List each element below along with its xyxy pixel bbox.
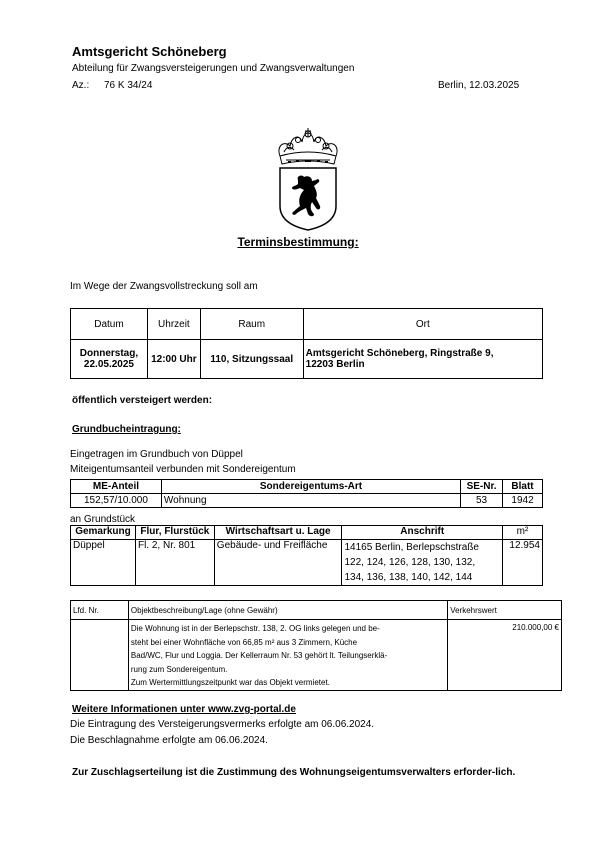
case-number bbox=[72, 80, 152, 91]
wirtschaftsart-value: Gebäude- und Freifläche bbox=[214, 540, 342, 586]
blatt-value: 1942 bbox=[503, 494, 543, 508]
objekt-table bbox=[70, 600, 562, 691]
header-se-nr: SE-Nr. bbox=[461, 480, 503, 494]
termin-ort: Amtsgericht Schöneberg, Ringstraße 9, 12203 Berlin bbox=[303, 340, 542, 379]
header-wirtschaftsart: Wirtschaftsart u. Lage bbox=[214, 526, 342, 540]
case-number-label: Az.: bbox=[72, 80, 90, 91]
versteigert-text: öffentlich versteigert werden: bbox=[72, 395, 213, 406]
termin-raum: 110, Sitzungssaal bbox=[200, 340, 303, 379]
final-note: Zur Zuschlagserteilung ist die Zustimmung des Wohnungseigentumsverwalters erforder-lich. bbox=[72, 767, 516, 778]
document-title: Terminsbestimmung: bbox=[237, 235, 359, 249]
termin-datum: Donnerstag, 22.05.2025 bbox=[71, 340, 148, 379]
eintragung-text: Die Eintragung des Versteigerungsvermerks erfolgte am 06.06.2024. bbox=[70, 719, 375, 730]
header-m2: m² bbox=[502, 526, 542, 540]
header-uhrzeit: Uhrzeit bbox=[147, 309, 200, 340]
header-raum: Raum bbox=[200, 309, 303, 340]
beschlagnahme-text: Die Beschlagnahme erfolgte am 06.06.2024. bbox=[70, 735, 268, 746]
header-lfd-nr: Lfd. Nr. bbox=[71, 601, 129, 620]
case-number-value: 76 K 34/24 bbox=[104, 80, 153, 91]
termin-table bbox=[70, 308, 543, 379]
header-blatt: Blatt bbox=[503, 480, 543, 494]
department: Abteilung für Zwangsversteigerungen und Zwangsverwaltungen bbox=[72, 63, 355, 74]
place-date: Berlin, 12.03.2025 bbox=[438, 80, 520, 91]
header-ort: Ort bbox=[303, 309, 542, 340]
header-se-art: Sondereigentums-Art bbox=[161, 480, 460, 494]
header-objektbeschreibung: Objektbeschreibung/Lage (ohne Gewähr) bbox=[128, 601, 447, 620]
berlin-bear-crest-icon bbox=[274, 128, 342, 232]
grundstueck-table bbox=[70, 525, 543, 586]
sondereigentum-table bbox=[70, 479, 543, 508]
weitere-informationen-heading: Weitere Informationen unter www.zvg-portal.de bbox=[72, 704, 296, 715]
header-anschrift: Anschrift bbox=[342, 526, 503, 540]
header-gemarkung: Gemarkung bbox=[71, 526, 136, 540]
objekt-description: Die Wohnung ist in der Berlepschstr. 138, 2. OG links gelegen und be- steht bei einer Wohnfläche von 66,85 m² aus 3 Zimmern, Küche Bad/WC, Flur und Loggia. Der Kellerraum Nr. 53 gehört lt. Teilungserklä- rung zum Sondereigentum. Zum Wertermittlungszeitpunkt war das Objekt vermietet. bbox=[128, 620, 447, 691]
m2-value: 12.954 bbox=[502, 540, 542, 586]
termin-uhrzeit: 12:00 Uhr bbox=[147, 340, 200, 379]
header-verkehrswert: Verkehrswert bbox=[448, 601, 562, 620]
flur-value: Fl. 2, Nr. 801 bbox=[135, 540, 214, 586]
an-grundstueck-text: an Grundstück bbox=[70, 514, 136, 525]
header-flur: Flur, Flurstück bbox=[135, 526, 214, 540]
intro-text: Im Wege der Zwangsvollstreckung soll am bbox=[70, 281, 258, 292]
header-me-anteil: ME-Anteil bbox=[71, 480, 162, 494]
se-nr-value: 53 bbox=[461, 494, 503, 508]
se-art-value: Wohnung bbox=[161, 494, 460, 508]
verkehrswert-value: 210.000,00 € bbox=[448, 620, 562, 691]
gemarkung-value: Düppel bbox=[71, 540, 136, 586]
anschrift-value: 14165 Berlin, Berlepschstraße 122, 124, 126, 128, 130, 132, 134, 136, 138, 140, 142, 144 bbox=[342, 540, 503, 586]
header-datum: Datum bbox=[71, 309, 148, 340]
me-anteil-value: 152,57/10.000 bbox=[71, 494, 162, 508]
grundbuch-line-1: Eingetragen im Grundbuch von Düppel bbox=[70, 449, 243, 460]
court-name: Amtsgericht Schöneberg bbox=[72, 44, 227, 59]
grundbuch-line-2: Miteigentumsanteil verbunden mit Sondereigentum bbox=[70, 464, 296, 475]
grundbuch-heading: Grundbucheintragung: bbox=[72, 424, 181, 435]
lfd-nr-value bbox=[71, 620, 129, 691]
